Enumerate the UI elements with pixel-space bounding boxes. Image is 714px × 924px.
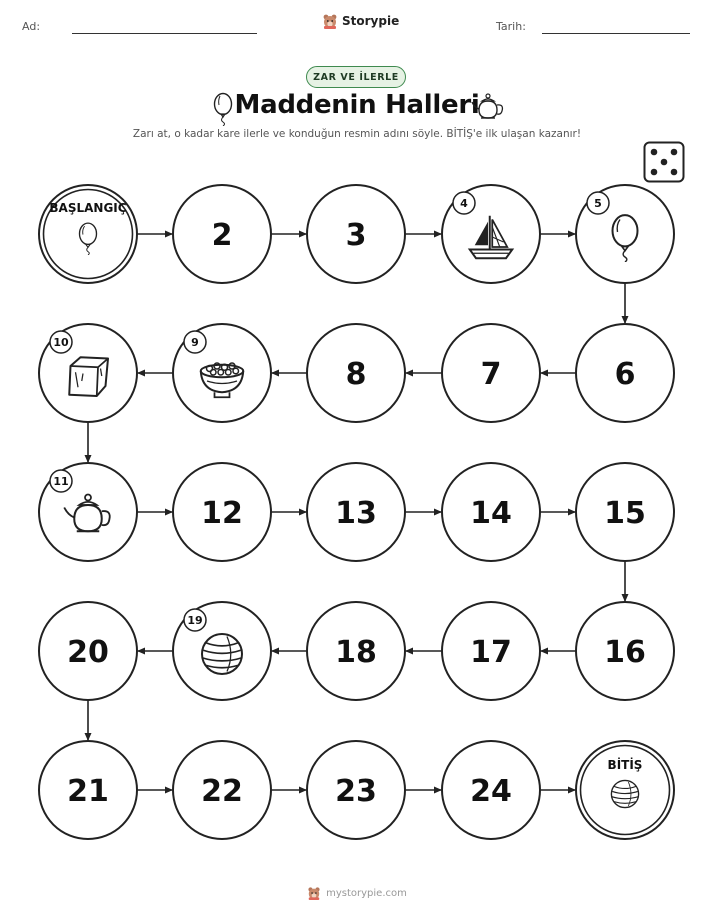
cell-badge-number: 9 (191, 336, 199, 349)
cell-badge-number: 11 (53, 475, 69, 488)
cell-number: 16 (604, 635, 646, 670)
finish-label: BİTİŞ (607, 758, 643, 772)
cell-number: 15 (604, 496, 646, 531)
cell-number: 7 (480, 357, 502, 392)
board-cell-17 (442, 602, 540, 700)
cell-badge-number: 4 (460, 197, 468, 210)
board-cell-11 (39, 463, 137, 561)
cell-number: 20 (67, 635, 109, 670)
board-cell-1 (39, 185, 137, 283)
board-cell-21 (39, 741, 137, 839)
cell-number: 3 (345, 218, 367, 253)
board-cell-9 (173, 324, 271, 422)
cell-number: 13 (335, 496, 377, 531)
board-cell-4 (442, 185, 540, 283)
cell-number: 6 (614, 357, 636, 392)
start-label: BAŞLANGIÇ (49, 201, 127, 215)
cell-number: 2 (211, 218, 233, 253)
instructions: Zarı at, o kadar kare ilerle ve konduğun resmin adını söyle. BİTİŞ'e ilk ulaşan kazanır! (132, 128, 582, 140)
cell-badge-number: 19 (187, 614, 203, 627)
board-cell-19 (173, 602, 271, 700)
board-cell-8 (307, 324, 405, 422)
cell-number: 14 (470, 496, 512, 531)
brand-name: Storypie (342, 14, 400, 28)
cell-number: 23 (335, 774, 377, 809)
board-cell-15 (576, 463, 674, 561)
bear-logo-icon (307, 886, 321, 900)
board-cell-24 (442, 741, 540, 839)
footer (0, 886, 714, 900)
cell-number: 21 (67, 774, 109, 809)
board-cell-2 (173, 185, 271, 283)
cell-number: 18 (335, 635, 377, 670)
board-cell-10 (39, 324, 137, 422)
cell-number: 17 (470, 635, 512, 670)
footer-url: mystorypie.com (326, 887, 407, 899)
cell-number: 8 (345, 357, 367, 392)
board-cell-25 (576, 741, 674, 839)
board-cell-14 (442, 463, 540, 561)
board-cell-16 (576, 602, 674, 700)
activity-tag: ZAR VE İLERLE (306, 66, 406, 88)
date-label: Tarih: (496, 20, 526, 33)
cell-badge-number: 5 (594, 197, 602, 210)
board-cell-20 (39, 602, 137, 700)
board-cell-7 (442, 324, 540, 422)
board-cell-22 (173, 741, 271, 839)
cell-badge-number: 10 (53, 336, 69, 349)
page-title: Maddenin Halleri (234, 90, 480, 120)
board-cell-18 (307, 602, 405, 700)
board-cell-23 (307, 741, 405, 839)
cell-number: 24 (470, 774, 512, 809)
cell-number: 22 (201, 774, 243, 809)
board-cells (39, 185, 674, 839)
cell-number: 12 (201, 496, 243, 531)
board-cell-6 (576, 324, 674, 422)
board-cell-3 (307, 185, 405, 283)
board-cell-5 (576, 185, 674, 283)
board-cell-12 (173, 463, 271, 561)
board-cell-13 (307, 463, 405, 561)
name-label: Ad: (22, 20, 41, 33)
